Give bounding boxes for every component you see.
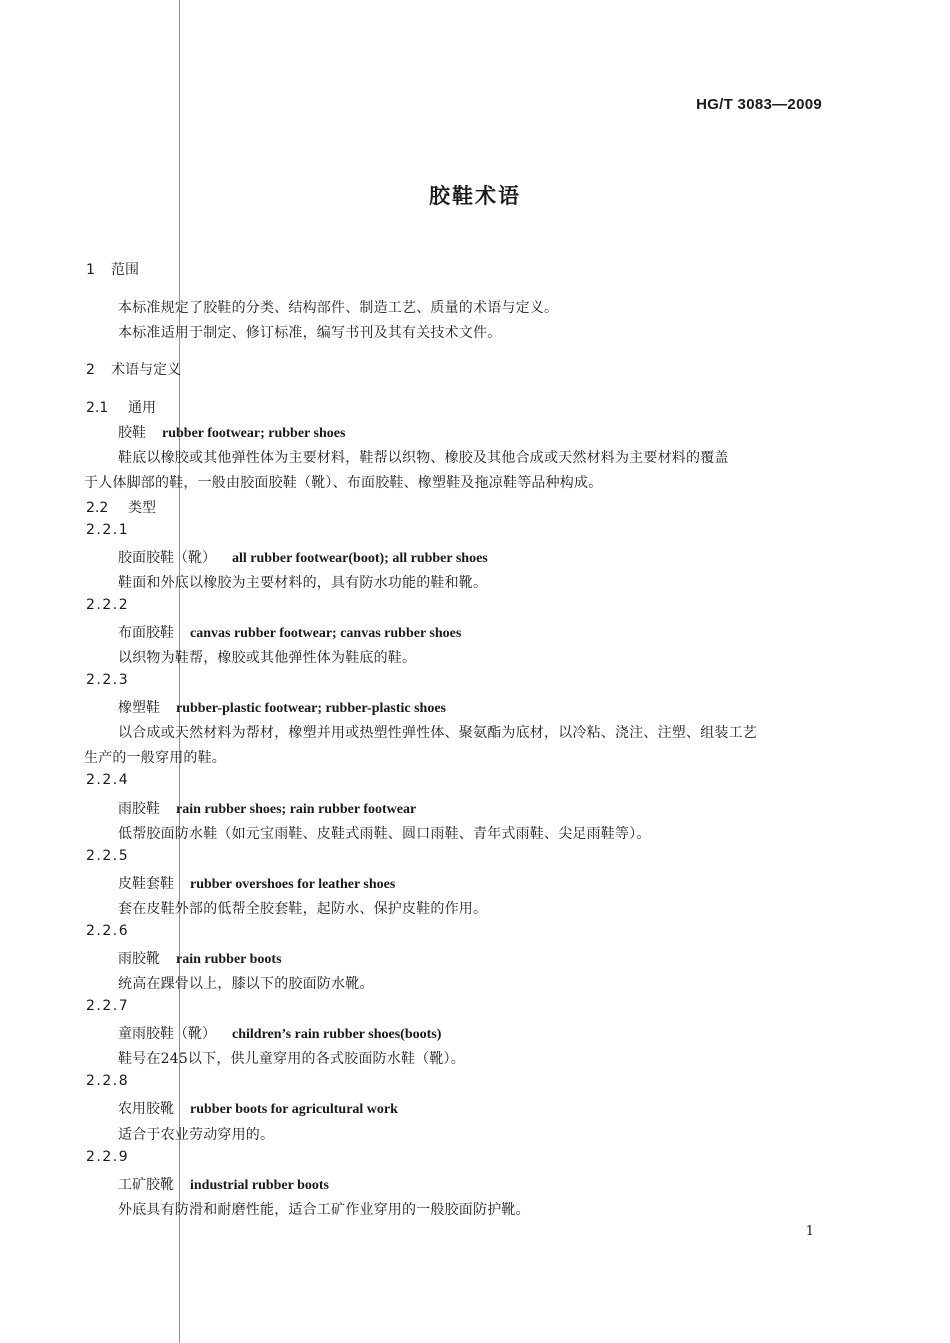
page-number: 1 — [805, 1224, 814, 1239]
section-number: 2.2 — [86, 500, 109, 516]
term-chinese: 橡塑鞋 — [118, 700, 160, 716]
term-line — [118, 1098, 398, 1118]
term-line — [118, 948, 282, 968]
term-chinese: 胶鞋 — [118, 425, 146, 441]
clause-number: 2.2.6 — [86, 923, 130, 939]
term-line — [118, 422, 345, 442]
section-heading-2-2 — [86, 497, 156, 517]
term-line — [118, 547, 488, 567]
definition-text: 以合成或天然材料为帮材，橡塑并用或热塑性弹性体、聚氨酯为底材，以冷粘、浇注、注塑、组装工艺 — [118, 725, 757, 741]
term-english: rubber footwear; rubber shoes — [162, 426, 346, 441]
definition-text: 鞋号在245以下，供儿童穿用的各式胶面防水鞋（靴）。 — [118, 1051, 465, 1067]
term-english: rubber boots for agricultural work — [190, 1102, 398, 1117]
clause-number: 2.2.4 — [86, 772, 130, 788]
definition-text: 以织物为鞋帮，橡胶或其他弹性体为鞋底的鞋。 — [118, 650, 417, 666]
term-english: children’s rain rubber shoes(boots) — [232, 1027, 442, 1042]
term-english: all rubber footwear(boot); all rubber shoes — [232, 551, 488, 566]
term-english: rain rubber boots — [176, 952, 282, 967]
term-line — [118, 1174, 329, 1194]
term-english: industrial rubber boots — [190, 1178, 329, 1193]
section-number: 1 — [86, 262, 95, 278]
section-number: 2 — [86, 362, 95, 378]
term-chinese: 胶面胶鞋（靴） — [118, 550, 216, 566]
term-chinese: 童雨胶鞋（靴） — [118, 1026, 216, 1042]
section-title: 类型 — [128, 500, 156, 516]
term-chinese: 雨胶靴 — [118, 951, 160, 967]
section-title: 术语与定义 — [111, 362, 181, 378]
standard-number: HG/T 3083—2009 — [696, 96, 822, 113]
definition-text-continued: 生产的一般穿用的鞋。 — [84, 750, 226, 766]
scope-paragraph-1: 本标准规定了胶鞋的分类、结构部件、制造工艺、质量的术语与定义。 — [118, 300, 559, 316]
term-chinese: 布面胶鞋 — [118, 625, 174, 641]
term-chinese: 雨胶鞋 — [118, 801, 160, 817]
definition-text: 外底具有防滑和耐磨性能，适合工矿作业穿用的一般胶面防护靴。 — [118, 1202, 530, 1218]
term-chinese: 工矿胶靴 — [118, 1177, 174, 1193]
term-line — [118, 1023, 441, 1043]
section-title: 通用 — [128, 400, 156, 416]
term-chinese: 农用胶靴 — [118, 1101, 174, 1117]
clause-number: 2.2.2 — [86, 597, 130, 613]
term-english: canvas rubber footwear; canvas rubber shoes — [190, 626, 462, 641]
clause-number: 2.2.9 — [86, 1149, 130, 1165]
term-english: rubber-plastic footwear; rubber-plastic shoes — [176, 701, 446, 716]
section-title: 范围 — [111, 262, 139, 278]
section-number: 2.1 — [86, 400, 109, 416]
scope-paragraph-2: 本标准适用于制定、修订标准，编写书刊及其有关技术文件。 — [118, 325, 502, 341]
term-line — [118, 873, 395, 893]
term-line — [118, 697, 446, 717]
section-heading-2-1 — [86, 397, 156, 417]
term-line — [118, 798, 416, 818]
term-english: rubber overshoes for leather shoes — [190, 877, 396, 892]
term-chinese: 皮鞋套鞋 — [118, 876, 174, 892]
definition-text: 统高在踝骨以上，膝以下的胶面防水靴。 — [118, 976, 374, 992]
clause-number: 2.2.7 — [86, 998, 130, 1014]
clause-number: 2.2.8 — [86, 1073, 130, 1089]
term-line — [118, 622, 461, 642]
section-heading-1 — [86, 259, 139, 279]
clause-number: 2.2.3 — [86, 672, 130, 688]
page-title: 胶鞋术语 — [429, 184, 521, 208]
term-english: rain rubber shoes; rain rubber footwear — [176, 802, 417, 817]
definition-text: 低帮胶面防水鞋（如元宝雨鞋、皮鞋式雨鞋、圆口雨鞋、青年式雨鞋、尖足雨鞋等）。 — [118, 826, 651, 842]
definition-text: 套在皮鞋外部的低帮全胶套鞋，起防水、保护皮鞋的作用。 — [118, 901, 488, 917]
definition-text: 鞋底以橡胶或其他弹性体为主要材料，鞋帮以织物、橡胶及其他合成或天然材料为主要材料的覆盖 — [118, 450, 729, 466]
definition-text: 适合于农业劳动穿用的。 — [118, 1127, 275, 1143]
clause-number: 2.2.5 — [86, 848, 130, 864]
definition-text-continued: 于人体脚部的鞋，一般由胶面胶鞋（靴）、布面胶鞋、橡塑鞋及拖凉鞋等品种构成。 — [84, 475, 603, 491]
section-heading-2 — [86, 359, 181, 379]
clause-number: 2.2.1 — [86, 522, 130, 538]
definition-text: 鞋面和外底以橡胶为主要材料的，具有防水功能的鞋和靴。 — [118, 575, 488, 591]
